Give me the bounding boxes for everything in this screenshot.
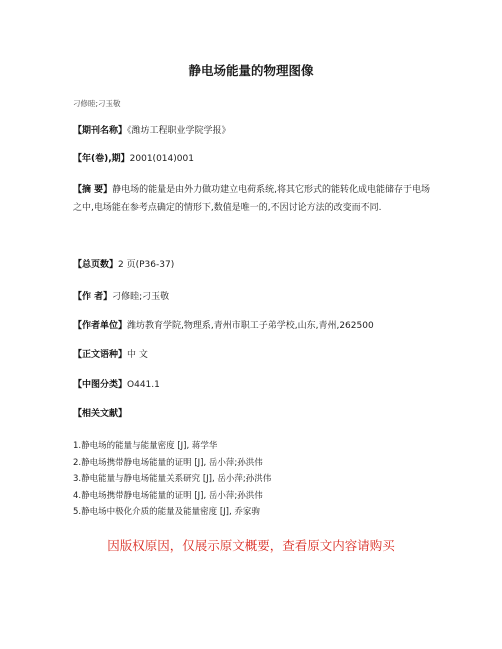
- author-field: [73, 288, 433, 306]
- authors-line: 刁修睦;刁玉敬: [73, 99, 121, 108]
- copyright-notice[interactable]: 因版权原因，仅展示原文概要，查看原文内容请购买: [107, 538, 395, 553]
- affiliation-field: [73, 317, 433, 335]
- classification-label: 【中图分类】: [73, 380, 128, 390]
- journal-field: [73, 122, 433, 140]
- reference-item[interactable]: 1.静电场的能量与能量密度 [J], 蒋学华: [73, 441, 218, 451]
- reference-item[interactable]: 2.静电场携带静电场能量的证明 [J], 岳小萍;孙洪伟: [73, 457, 263, 468]
- classification-field: [73, 376, 433, 394]
- reference-item[interactable]: 4.静电场携带静电场能量的证明 [J], 岳小萍;孙洪伟: [73, 490, 263, 501]
- document-title: 静电场能量的物理图像: [188, 63, 314, 78]
- pages-value: 2 页(P36-37): [118, 260, 175, 270]
- journal-label: 【期刊名称】: [73, 126, 128, 136]
- journal-value: 《潍坊工程职业学院学报》: [127, 126, 231, 136]
- pages-field: [73, 256, 433, 274]
- abstract-field: [73, 181, 433, 217]
- author-label: 【作 者】: [73, 292, 113, 302]
- abstract-value: 静电场的能量是由外力做功建立电荷系统,将其它形式的能转化成电能储存于电场之中,电场能在参考点确定的情形下,数值是唯一的,不因讨论方法的改变而不同.: [73, 185, 431, 213]
- reference-item[interactable]: 5.静电场中极化介质的能量及能量密度 [J], 乔家驹: [73, 507, 260, 517]
- related-literature-field: [73, 405, 433, 423]
- related-literature-label: 【相关文献】: [73, 409, 128, 419]
- references-list: [73, 438, 433, 521]
- year-value: 2001(014)001: [129, 154, 194, 164]
- author-value: 刁修睦;刁玉敬: [112, 292, 170, 302]
- language-value: 中 文: [127, 350, 148, 360]
- classification-value: O441.1: [127, 380, 160, 390]
- language-field: [73, 346, 433, 364]
- abstract-label: 【摘 要】: [73, 185, 113, 195]
- year-field: [73, 150, 433, 168]
- language-label: 【正文语种】: [73, 350, 128, 360]
- pages-label: 【总页数】: [73, 260, 119, 270]
- affiliation-label: 【作者单位】: [73, 321, 128, 331]
- affiliation-value: 潍坊教育学院,物理系,青州市职工子弟学校,山东,青州,262500: [127, 321, 374, 331]
- year-label: 【年(卷),期】: [73, 154, 130, 164]
- reference-item[interactable]: 3.静电能量与静电场能量关系研究 [J], 岳小萍;孙洪伟: [73, 474, 272, 484]
